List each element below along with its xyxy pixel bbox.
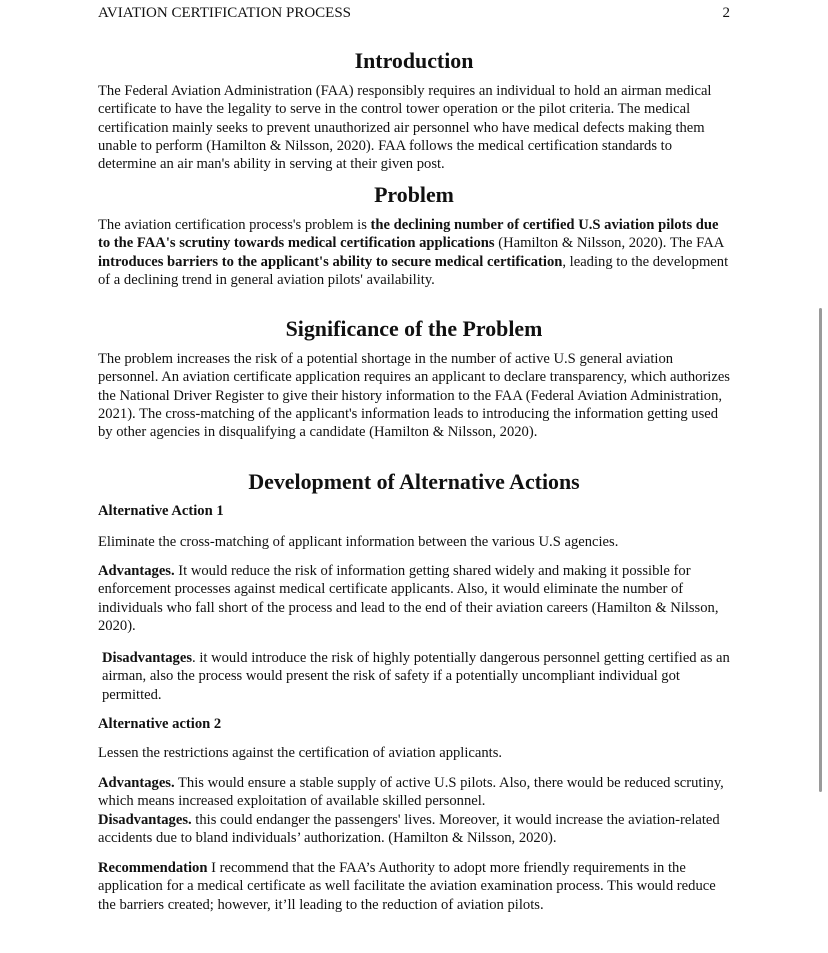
alternative-2-advantages: Advantages. This would ensure a stable supply of active U.S pilots. Also, there would be reduced scrutiny, which means increased exploitation of available skilled personnel. Disadvantages. this could endanger the passengers' lives. Moreover, it would increase the aviation-related accidents due to bland individuals’ authorization. (Hamilton & Nilsson, 2020). bbox=[98, 775, 724, 846]
introduction-heading: Introduction bbox=[354, 48, 474, 73]
alternative-2-action: Lessen the restrictions against the certification of aviation applicants. bbox=[98, 745, 503, 761]
alternative-1-advantages: Advantages. It would reduce the risk of information getting shared widely and making it possible for enforcement processes against medical certificate applicants. Also, it would eliminate the number of individuals who fall short of the process and lead to the end of their aviation careers (Hamilton & Nilsson, 2020). bbox=[98, 563, 719, 634]
alternative-1-title: Alternative Action 1 bbox=[98, 503, 224, 519]
alternative-1-disadvantages: Disadvantages. it would introduce the risk of highly potentially dangerous personnel getting certified as an airman, also the process would present the risk of safety if a potentially uncompliant individual got permitted. bbox=[102, 650, 730, 703]
recommendation-body: Recommendation I recommend that the FAA’s Authority to adopt more friendly requirements in the application for a medical certificate as well facilitate the aviation examination process. This would reduce the barriers created; however, it’ll leading to the reduction of aviation pilots. bbox=[98, 860, 716, 913]
running-head-title: AVIATION CERTIFICATION PROCESS bbox=[98, 5, 352, 21]
significance-body: The problem increases the risk of a potential shortage in the number of active U.S general aviation personnel. An aviation certificate application requires an applicant to declare transparency, which authorizes the National Driver Register to give their history information to the FAA (Federal Aviation Administration, 2021). The cross-matching of the applicant's information leads to introducing the information getting used by other agencies in disqualifying a candidate (Hamilton & Nilsson, 2020). bbox=[98, 351, 730, 441]
running-head bbox=[98, 4, 730, 22]
alternative-2-title: Alternative action 2 bbox=[98, 716, 222, 732]
development-heading: Development of Alternative Actions bbox=[248, 469, 580, 494]
alternative-1-action: Eliminate the cross-matching of applicant information between the various U.S agencies. bbox=[98, 534, 619, 550]
problem-body: The aviation certification process's problem is the declining number of certified U.S aviation pilots due to the FAA's scrutiny towards medical certification applications (Hamilton & Nilsson, 2020). The FAA introduces barriers to the applicant's ability to secure medical certification, leading to the development of a declining trend in general aviation pilots' availability. bbox=[98, 217, 729, 288]
significance-heading: Significance of the Problem bbox=[285, 316, 543, 341]
introduction-body: The Federal Aviation Administration (FAA) responsibly requires an individual to hold an airman medical certificate to have the legality to serve in the control tower operation or the pilot criteria. The medical certification mainly seeks to prevent unauthorized air personnel who have medical defects making them unable to perform (Hamilton & Nilsson, 2020). FAA follows the medical certification standards to determine an air man's ability in serving at their given post. bbox=[98, 83, 712, 173]
page-number: 2 bbox=[722, 5, 730, 21]
vertical-scrollbar[interactable] bbox=[819, 308, 822, 792]
problem-heading: Problem bbox=[374, 182, 454, 207]
